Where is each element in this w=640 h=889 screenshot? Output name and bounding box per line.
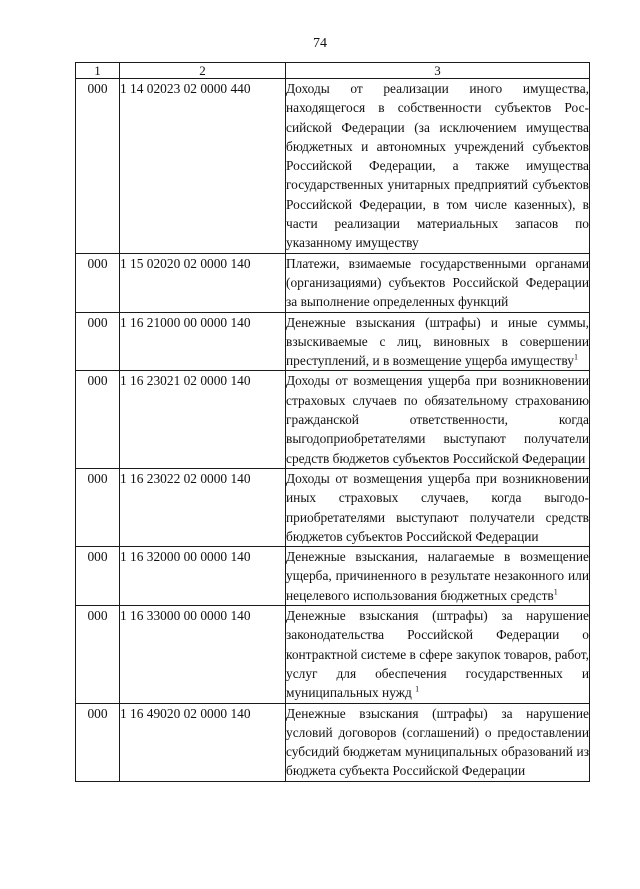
table-body bbox=[76, 79, 590, 782]
admin-code-cell: 000 bbox=[76, 606, 120, 703]
column-header-3: 3 bbox=[286, 63, 590, 79]
description-text: Денежные взыскания (штрафы) за нарушение законодательства Российской Федерации о контрактной системе в сфере закупок товаров, работ, услуг для обеспечения государственных и муниципальных нужд bbox=[286, 608, 589, 701]
admin-code-cell: 000 bbox=[76, 312, 120, 371]
column-header-1: 1 bbox=[76, 63, 120, 79]
table-header-row bbox=[76, 63, 590, 79]
revenue-code-cell: 1 16 33000 00 0000 140 bbox=[120, 606, 286, 703]
revenue-code-cell: 1 16 32000 00 0000 140 bbox=[120, 547, 286, 606]
table-row bbox=[76, 253, 590, 312]
table-row bbox=[76, 312, 590, 371]
description-cell bbox=[286, 703, 590, 781]
revenue-code-cell: 1 15 02020 02 0000 140 bbox=[120, 253, 286, 312]
table-row bbox=[76, 468, 590, 546]
description-cell bbox=[286, 371, 590, 468]
description-text: Доходы от возмещения ущерба при возникновении страховых случаев по обязательному страхованию гражданской ответственности, когда выгодоприобретателями выступают получатели средств бюджетов субъектов Российской Федерации bbox=[286, 373, 589, 466]
description-text: Денежные взыскания (штрафы) за нарушение условий договоров (соглашений) о предоставлении субсидий бюджетам муниципальных образований из бюджета субъекта Российской Федерации bbox=[286, 705, 589, 779]
admin-code-cell: 000 bbox=[76, 253, 120, 312]
description-text: Денежные взыскания, налагаемые в возмещение ущерба, причиненного в результате незаконного или нецелевого использования бюджетных средств bbox=[286, 549, 589, 603]
description-text: Денежные взыскания (штрафы) и иные суммы, взыскиваемые с лиц, виновных в совершении преступлений, и в возмещение ущерба имуществу bbox=[286, 314, 589, 369]
description-text: Доходы от реализации иного имущества, находящегося в собственности субъектов Российской Федерации (за исключением имущества бюджетных и автономных учреждений субъектов Российской Федерации, а также имущества государственных унитарных предприятий субъектов Российской Федерации, в том числе казенных), в части реализации материальных запасов по указанному имуществу bbox=[286, 81, 589, 251]
revenue-code-cell: 1 14 02023 02 0000 440 bbox=[120, 79, 286, 254]
admin-code-cell: 000 bbox=[76, 547, 120, 606]
revenue-codes-table bbox=[75, 62, 590, 782]
footnote-marker: 1 bbox=[573, 352, 578, 362]
description-cell bbox=[286, 312, 590, 371]
admin-code-cell: 000 bbox=[76, 79, 120, 254]
table-row bbox=[76, 79, 590, 254]
table-row bbox=[76, 606, 590, 703]
description-text: Платежи, взимаемые государственными органами (организациями) субъектов Российской Федерации за выполнение определенных функций bbox=[286, 255, 589, 310]
footnote-marker: 1 bbox=[553, 587, 558, 597]
description-cell bbox=[286, 606, 590, 703]
revenue-code-cell: 1 16 23022 02 0000 140 bbox=[120, 468, 286, 546]
column-header-2: 2 bbox=[120, 63, 286, 79]
description-text: Доходы от возмещения ущерба при возникновении иных страховых случаев, когда выгодоприобретателями выступают получатели средств бюджетов субъектов Российской Федерации bbox=[286, 470, 589, 544]
revenue-code-cell: 1 16 23021 02 0000 140 bbox=[120, 371, 286, 468]
table-row bbox=[76, 703, 590, 781]
table-row bbox=[76, 547, 590, 606]
description-cell bbox=[286, 79, 590, 254]
revenue-code-cell: 1 16 21000 00 0000 140 bbox=[120, 312, 286, 371]
description-cell bbox=[286, 253, 590, 312]
page-number: 74 bbox=[313, 36, 327, 51]
admin-code-cell: 000 bbox=[76, 703, 120, 781]
admin-code-cell: 000 bbox=[76, 468, 120, 546]
footnote-marker: 1 bbox=[415, 684, 420, 694]
description-cell bbox=[286, 547, 590, 606]
table-row bbox=[76, 371, 590, 468]
admin-code-cell: 000 bbox=[76, 371, 120, 468]
revenue-code-cell: 1 16 49020 02 0000 140 bbox=[120, 703, 286, 781]
description-cell bbox=[286, 468, 590, 546]
